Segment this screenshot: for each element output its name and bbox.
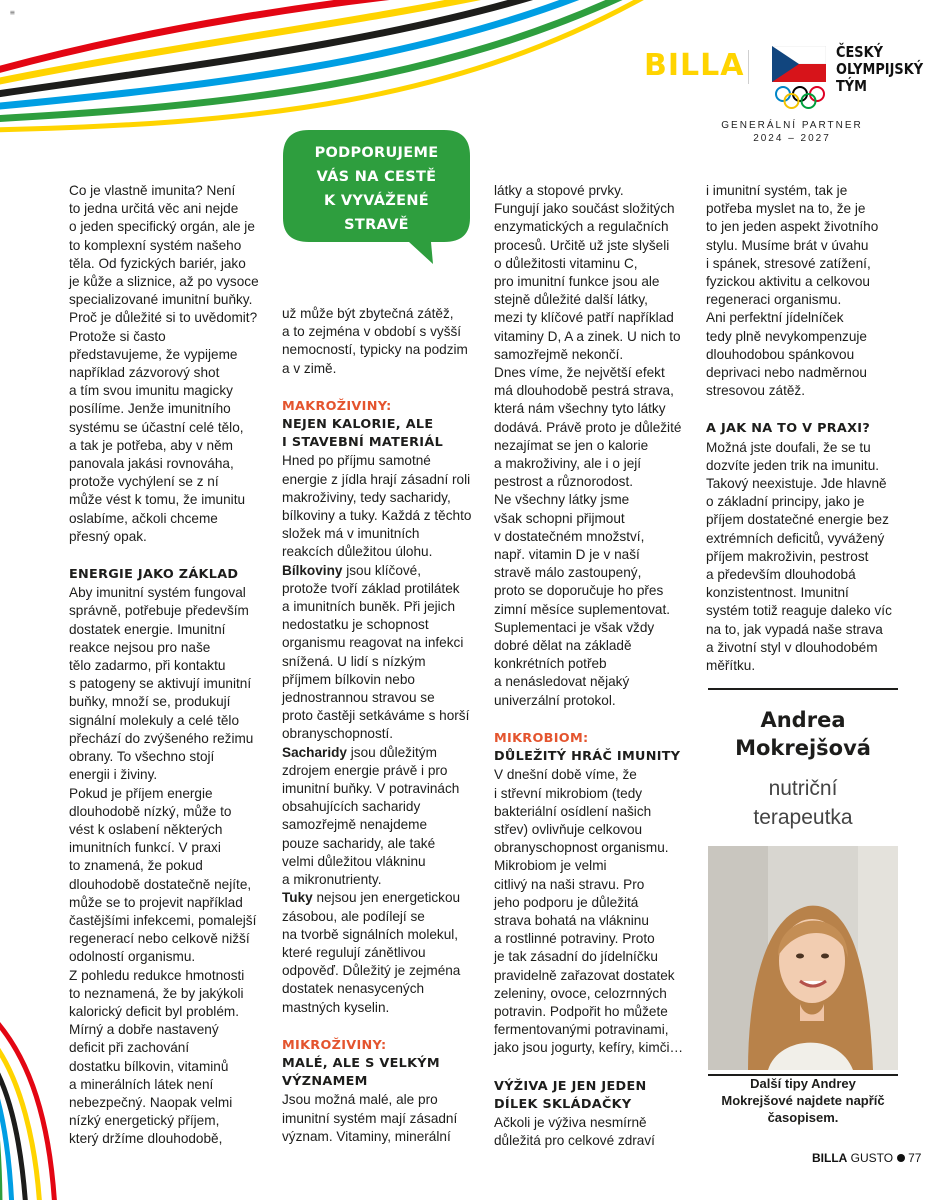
text-line: a mikronutrienty. bbox=[282, 872, 382, 888]
partner-years: 2024 – 2027 bbox=[753, 133, 831, 144]
term-tuky: Tuky bbox=[282, 890, 313, 906]
text-line: Mírný a dobře nastavený bbox=[69, 1022, 219, 1038]
section-heading-energie: ENERGIE JAKO ZÁKLAD bbox=[69, 567, 239, 583]
text-line: i střevní mikrobiom (tedy bbox=[494, 785, 643, 801]
team-line: TÝM bbox=[836, 77, 867, 95]
text-line: nedostatku je schopnost bbox=[282, 617, 429, 633]
text-line: obrany. To všechno stojí bbox=[69, 749, 215, 765]
text-line: dostatek nenasycených bbox=[282, 981, 425, 997]
text-line: V dnešní době víme, že bbox=[494, 767, 637, 783]
page-number: 77 bbox=[908, 1151, 922, 1165]
text-line: Jsou možná malé, ale pro bbox=[282, 1092, 438, 1108]
text-line: zimní měsíce suplementovat. bbox=[494, 601, 671, 617]
author-first-name: Andrea bbox=[760, 708, 846, 732]
sacharidy-text: jsou důležitým bbox=[346, 744, 437, 760]
footer-brand: BILLA bbox=[812, 1151, 848, 1165]
text-line: potravin. Podpořit ho můžete bbox=[494, 1003, 668, 1019]
mikrobiom-paragraph bbox=[494, 766, 694, 1057]
text-line: důležitá pro celkové zdraví bbox=[494, 1133, 655, 1149]
text-line: systému se účastní celé tělo, bbox=[69, 419, 244, 435]
headline-bubble-text bbox=[283, 141, 470, 237]
text-line: dodává. Právě proto je důležité bbox=[494, 419, 682, 435]
text-line: a životní styl v dlouhodobém bbox=[706, 639, 878, 655]
text-line: bakteriální osídlení našich bbox=[494, 803, 652, 819]
footer-dot-icon bbox=[897, 1154, 905, 1162]
text-line: regenerací nebo celkově nižší bbox=[69, 931, 250, 947]
text-line: a nenásledovat nějaký bbox=[494, 674, 630, 690]
text-line: fyzickou aktivitu a celkovou bbox=[706, 274, 870, 290]
text-line: imunitních funkcí. V praxi bbox=[69, 840, 221, 856]
text-line: pestrost a různorodost. bbox=[494, 474, 634, 490]
text-line: jednostrannou stravou se bbox=[282, 690, 435, 706]
text-line: stylu. Musíme brát v úvahu bbox=[706, 237, 869, 253]
text-line: a to zejména v období s vyšší bbox=[282, 324, 462, 340]
text-line: pravidelně zařazovat dostatek bbox=[494, 967, 675, 983]
text-line: Proč je důležité si to uvědomit? bbox=[69, 310, 258, 326]
text-line: to znamená, že pokud bbox=[69, 858, 203, 874]
section-heading-makroziviny bbox=[282, 416, 482, 452]
text-line: stravě málo zastoupený, bbox=[494, 565, 642, 581]
olympic-rings-icon bbox=[774, 86, 826, 110]
text-line: nízký energetický příjem, bbox=[69, 1113, 220, 1129]
text-line: reakcích důležitou úlohu. bbox=[282, 544, 433, 560]
sacharidy-first-line bbox=[282, 744, 482, 762]
billa-logo: BILLA bbox=[644, 48, 745, 83]
term-bilkoviny: Bílkoviny bbox=[282, 562, 343, 578]
text-line: regeneraci organismu. bbox=[706, 292, 842, 308]
text-line: a rostlinné potraviny. Proto bbox=[494, 931, 655, 947]
text-line: střev) ovlivňuje celkovou bbox=[494, 821, 643, 837]
text-line: může se to projevit například bbox=[69, 894, 243, 910]
text-line: Ani perfektní jídelníček bbox=[706, 310, 844, 326]
text-line: správně, potřebuje především bbox=[69, 603, 249, 619]
text-line: může vést k tomu, že imunitu bbox=[69, 492, 246, 508]
text-line: proto častěji setkáváme s horší bbox=[282, 708, 470, 724]
czech-flag-icon bbox=[772, 46, 826, 82]
text-line: dostatek energie. Imunitní bbox=[69, 621, 226, 637]
text-line: enzymatických a regulačních bbox=[494, 219, 669, 235]
text-line: a především dlouhodobá bbox=[706, 567, 856, 583]
text-line: obranyschopností. bbox=[282, 726, 394, 742]
text-line: to komplexní systém našeho bbox=[69, 237, 242, 253]
text-line: buňky, množí se, produkují bbox=[69, 694, 231, 710]
text-line: častějšími infekcemi, pomalejší bbox=[69, 912, 257, 928]
author-role bbox=[708, 774, 898, 832]
text-line: představujeme, že vypijeme bbox=[69, 346, 238, 362]
text-line: strava bohatá na vlákninu bbox=[494, 912, 649, 928]
author-role-line: nutriční bbox=[768, 777, 838, 800]
text-line: obranyschopnost organismu. bbox=[494, 840, 669, 856]
text-line: který držíme dlouhodobě, bbox=[69, 1131, 223, 1147]
text-line: procesů. Určitě už jste slyšeli bbox=[494, 237, 670, 253]
text-line: a makroživiny, ale i o její bbox=[494, 456, 642, 472]
text-line: Možná jste doufali, že se tu bbox=[706, 439, 871, 455]
text-line: na to, jak vypadá naše strava bbox=[706, 621, 883, 637]
author-photo bbox=[708, 846, 898, 1070]
text-line: složek má v imunitních bbox=[282, 526, 420, 542]
article-column-4 bbox=[706, 182, 902, 675]
text-line: bílkoviny a tuky. Každá z těchto bbox=[282, 508, 472, 524]
text-line: to jedna určitá věc ani nejde bbox=[69, 201, 239, 217]
bilkoviny-paragraph bbox=[282, 580, 482, 744]
text-line: jako jsou jogurty, kefíry, kimči… bbox=[494, 1040, 684, 1056]
text-line: to neznamená, že by jakýkoli bbox=[69, 985, 244, 1001]
text-line: o jeden specifický orgán, ale je bbox=[69, 219, 255, 235]
energie-paragraph bbox=[69, 584, 273, 1148]
text-line: obsahujících sacharidy bbox=[282, 799, 421, 815]
text-line: deficit při zachování bbox=[69, 1040, 190, 1056]
text-line: jeho podporu je důležitá bbox=[494, 894, 639, 910]
text-line: protože vychýlení se z ní bbox=[69, 474, 219, 490]
text-line: a tak je potřeba, aby v něm bbox=[69, 437, 233, 453]
text-line: tedy plně nevykompenzuje bbox=[706, 328, 867, 344]
lifestyle-paragraph bbox=[706, 182, 902, 400]
text-line: na tvorbě signálních molekul, bbox=[282, 926, 459, 942]
text-line: těla. Od fyzických bariér, jako bbox=[69, 255, 246, 271]
text-line: deprivaci nebo nadměrnou bbox=[706, 365, 867, 381]
text-line: systém totiž reaguje daleko víc bbox=[706, 603, 892, 619]
text-line: stejně důležité další látky, bbox=[494, 292, 648, 308]
logo-divider bbox=[748, 50, 749, 84]
text-line: velmi důležitou vlákninu bbox=[282, 853, 426, 869]
text-line: nebezpečný. Naopak velmi bbox=[69, 1094, 233, 1110]
text-line: proto se doporučuje ho přes bbox=[494, 583, 664, 599]
text-line: tělo zadarmo, při kontaktu bbox=[69, 658, 226, 674]
page-footer bbox=[812, 1151, 921, 1165]
text-line: fermentovanými potravinami, bbox=[494, 1022, 669, 1038]
vyziva-paragraph bbox=[494, 1114, 694, 1150]
general-partner-label bbox=[704, 119, 880, 145]
text-line: Ačkoli je výživa nesmírně bbox=[494, 1114, 647, 1130]
text-line: organismu reagovat na infekci bbox=[282, 635, 464, 651]
text-line: imunitní buňky. V potravinách bbox=[282, 781, 460, 797]
text-line: dostatku bílkovin, vitaminů bbox=[69, 1058, 229, 1074]
bilkoviny-first-line bbox=[282, 562, 482, 580]
text-line: Suplementaci je však vždy bbox=[494, 619, 655, 635]
text-line: energii i živiny. bbox=[69, 767, 158, 783]
text-line: nemocností, typicky na podzim bbox=[282, 342, 468, 358]
bubble-line: STRAVĚ bbox=[344, 217, 409, 233]
text-line: Pokud je příjem energie bbox=[69, 785, 213, 801]
makroziviny-paragraph bbox=[282, 452, 482, 561]
section-heading-mikrobiom bbox=[494, 748, 694, 766]
text-line: i imunitní systém, tak je bbox=[706, 183, 848, 198]
author-note-line: Mokrejšové najdete napříč bbox=[721, 1093, 885, 1108]
text-line: to jen jeden aspekt životního bbox=[706, 219, 879, 235]
tuky-first-line bbox=[282, 889, 482, 907]
text-line: panovala jakási rovnováha, bbox=[69, 456, 234, 472]
text-line: potřeba myslet na to, že je bbox=[706, 201, 866, 217]
czech-olympic-team-logo-text bbox=[836, 44, 923, 95]
text-line: které regulují zánětlivou bbox=[282, 944, 426, 960]
partner-line: GENERÁLNÍ PARTNER bbox=[721, 120, 863, 131]
text-line: Hned po příjmu samotné bbox=[282, 453, 431, 469]
text-line: zásobou, ale podílejí se bbox=[282, 908, 425, 924]
section-label-mikroziviny: MIKROŽIVINY: bbox=[282, 1037, 387, 1053]
text-line: dlouhodobou spánkovou bbox=[706, 346, 855, 362]
text-line: příjem dostatečné energie bez bbox=[706, 512, 889, 528]
bilkoviny-text: jsou klíčové, bbox=[342, 562, 422, 578]
text-line: MALÉ, ALE S VELKÝM bbox=[282, 1055, 440, 1071]
text-line: odolností organismu. bbox=[69, 949, 196, 965]
section-label-mikrobiom: MIKROBIOM: bbox=[494, 730, 589, 746]
section-heading-mikroziviny bbox=[282, 1055, 482, 1091]
section-heading-praxe: A JAK NA TO V PRAXI? bbox=[706, 421, 871, 437]
author-note-line: časopisem. bbox=[767, 1110, 839, 1125]
text-line: reakce nejsou pro naše bbox=[69, 639, 211, 655]
text-line: pouze sacharidy, ale také bbox=[282, 835, 436, 851]
term-sacharidy: Sacharidy bbox=[282, 744, 347, 760]
text-line: má dlouhodobě pestrá strava, bbox=[494, 383, 674, 399]
text-line: protože tvoří základ protilátek bbox=[282, 580, 460, 596]
author-note bbox=[700, 1075, 906, 1126]
tuky-text: nejsou jen energetickou bbox=[312, 890, 461, 906]
text-line: Takový neexistuje. Jde hlavně bbox=[706, 476, 887, 492]
intro-paragraph bbox=[69, 182, 273, 546]
text-line: energie z jídla hrají zásadní roli bbox=[282, 471, 471, 487]
text-line: dlouhodobě nízký, může to bbox=[69, 803, 232, 819]
text-line: o základní principy, jako je bbox=[706, 494, 865, 510]
text-line: s patogeny se aktivují imunitní bbox=[69, 676, 252, 692]
text-line: Protože si často bbox=[69, 328, 166, 344]
text-line: však schopni přijmout bbox=[494, 510, 625, 526]
text-line: VÝZNAMEM bbox=[282, 1074, 368, 1090]
text-line: už může být zbytečná zátěž, bbox=[282, 306, 454, 321]
text-line: DÍLEK SKLÁDAČKY bbox=[494, 1096, 632, 1112]
top-left-mark: ≡ bbox=[10, 8, 15, 17]
text-line: imunitní systém mají zásadní bbox=[282, 1110, 458, 1126]
article-column-3 bbox=[494, 182, 694, 1150]
text-line: příjmem bílkovin nebo bbox=[282, 671, 415, 687]
author-name bbox=[708, 706, 898, 762]
mikronutrienty-paragraph bbox=[494, 182, 694, 710]
text-line: která nám všechny tyto látky bbox=[494, 401, 666, 417]
text-line: DŮLEŽITÝ HRÁČ IMUNITY bbox=[494, 749, 681, 765]
author-last-name: Mokrejšová bbox=[735, 736, 871, 760]
bubble-line: K VYVÁŽENÉ bbox=[324, 193, 429, 209]
text-line: VÝŽIVA JE JEN JEDEN bbox=[494, 1078, 647, 1094]
text-line: a tím svou imunitu magicky bbox=[69, 383, 233, 399]
text-line: Dnes víme, že největší efekt bbox=[494, 365, 665, 381]
text-line: dlouhodobě dostatečně nejíte, bbox=[69, 876, 252, 892]
sacharidy-paragraph bbox=[282, 762, 482, 889]
section-heading-vyziva bbox=[494, 1078, 694, 1114]
text-line: posílíme. Jenže imunitního bbox=[69, 401, 231, 417]
mikroziviny-paragraph bbox=[282, 1091, 482, 1146]
text-line: zdrojem energie právě i pro bbox=[282, 762, 448, 778]
bubble-line: PODPORUJEME bbox=[314, 145, 439, 161]
text-line: makroživiny, tedy sacharidy, bbox=[282, 489, 451, 505]
text-line: a imunitních buněk. Při jejich bbox=[282, 599, 456, 615]
tuky-paragraph bbox=[282, 908, 482, 1017]
text-line: v dostatečném množství, bbox=[494, 528, 645, 544]
text-line: I STAVEBNÍ MATERIÁL bbox=[282, 435, 444, 451]
text-line: např. vitamin D je v naší bbox=[494, 547, 640, 563]
text-line: přesný opak. bbox=[69, 528, 147, 544]
author-role-line: terapeutka bbox=[753, 806, 853, 829]
text-line: NEJEN KALORIE, ALE bbox=[282, 417, 434, 433]
text-line: je tak zásadní do jídelníčku bbox=[494, 949, 658, 965]
text-line: citlivý na naši stravu. Pro bbox=[494, 876, 645, 892]
text-line: dozvíte jeden trik na imunitu. bbox=[706, 457, 880, 473]
text-line: Co je vlastně imunita? Není bbox=[69, 183, 236, 198]
text-line: Mikrobiom je velmi bbox=[494, 858, 607, 874]
text-line: snížená. U lidí s nízkým bbox=[282, 653, 426, 669]
text-line: dobré dělat na základě bbox=[494, 638, 632, 654]
text-line: pro imunitní funkce jsou ale bbox=[494, 274, 660, 290]
text-line: samozřejmě nekončí. bbox=[494, 346, 624, 362]
text-line: je kůže a sliznice, až po vysoce bbox=[69, 274, 259, 290]
text-line: přechází do zvýšeného režimu bbox=[69, 730, 254, 746]
text-line: samozřejmě nenajdeme bbox=[282, 817, 428, 833]
section-label-makroziviny: MAKROŽIVINY: bbox=[282, 398, 392, 414]
text-line: odpověď. Důležitý je zejména bbox=[282, 963, 461, 979]
text-line: o důležitosti vitaminu C, bbox=[494, 255, 638, 271]
bubble-line: VÁS NA CESTĚ bbox=[316, 169, 437, 185]
text-line: stresovou zátěž. bbox=[706, 383, 805, 399]
text-line: Z pohledu redukce hmotnosti bbox=[69, 967, 245, 983]
footer-section: GUSTO bbox=[850, 1151, 894, 1165]
text-line: například zázvorový shot bbox=[69, 365, 220, 381]
text-line: konzistentnost. Imunitní bbox=[706, 585, 849, 601]
article-column-1 bbox=[69, 182, 273, 1149]
article-column-2 bbox=[282, 305, 482, 1146]
praxe-paragraph bbox=[706, 439, 902, 676]
text-line: vést k oslabení některých bbox=[69, 821, 223, 837]
text-line: mezi ty klíčové patří například bbox=[494, 310, 674, 326]
text-line: Aby imunitní systém fungoval bbox=[69, 585, 246, 601]
team-line: ČESKÝ bbox=[836, 43, 883, 61]
text-line: a minerálních látek není bbox=[69, 1076, 214, 1092]
text-line: specializované imunitní buňky. bbox=[69, 292, 253, 308]
text-line: měřítku. bbox=[706, 658, 756, 674]
text-line: vitaminy D, A a zinek. U nich to bbox=[494, 328, 681, 344]
text-line: extrémních deficitů, vyvážený bbox=[706, 530, 885, 546]
text-line: Ne všechny látky jsme bbox=[494, 492, 630, 508]
text-line: signální molekuly a celé tělo bbox=[69, 712, 240, 728]
text-line: a v zimě. bbox=[282, 360, 337, 376]
text-line: látky a stopové prvky. bbox=[494, 183, 624, 198]
text-line: kalorický deficit byl problém. bbox=[69, 1003, 239, 1019]
continued-paragraph bbox=[282, 305, 482, 378]
text-line: nezajímat se jen o kalorie bbox=[494, 437, 649, 453]
author-note-line: Další tipy Andrey bbox=[750, 1076, 856, 1091]
text-line: i spánek, stresové zatížení, bbox=[706, 255, 871, 271]
text-line: zeleniny, ovoce, celozrnných bbox=[494, 985, 667, 1001]
text-line: příjem makroživin, pestrost bbox=[706, 548, 869, 564]
text-line: mastných kyselin. bbox=[282, 999, 390, 1015]
team-line: OLYMPIJSKÝ bbox=[836, 60, 924, 78]
text-line: oslabíme, ačkoli chceme bbox=[69, 510, 218, 526]
text-line: konkrétních potřeb bbox=[494, 656, 607, 672]
text-line: Fungují jako součást složitých bbox=[494, 201, 675, 217]
text-line: význam. Vitaminy, minerální bbox=[282, 1128, 451, 1144]
text-line: univerzální protokol. bbox=[494, 692, 616, 708]
